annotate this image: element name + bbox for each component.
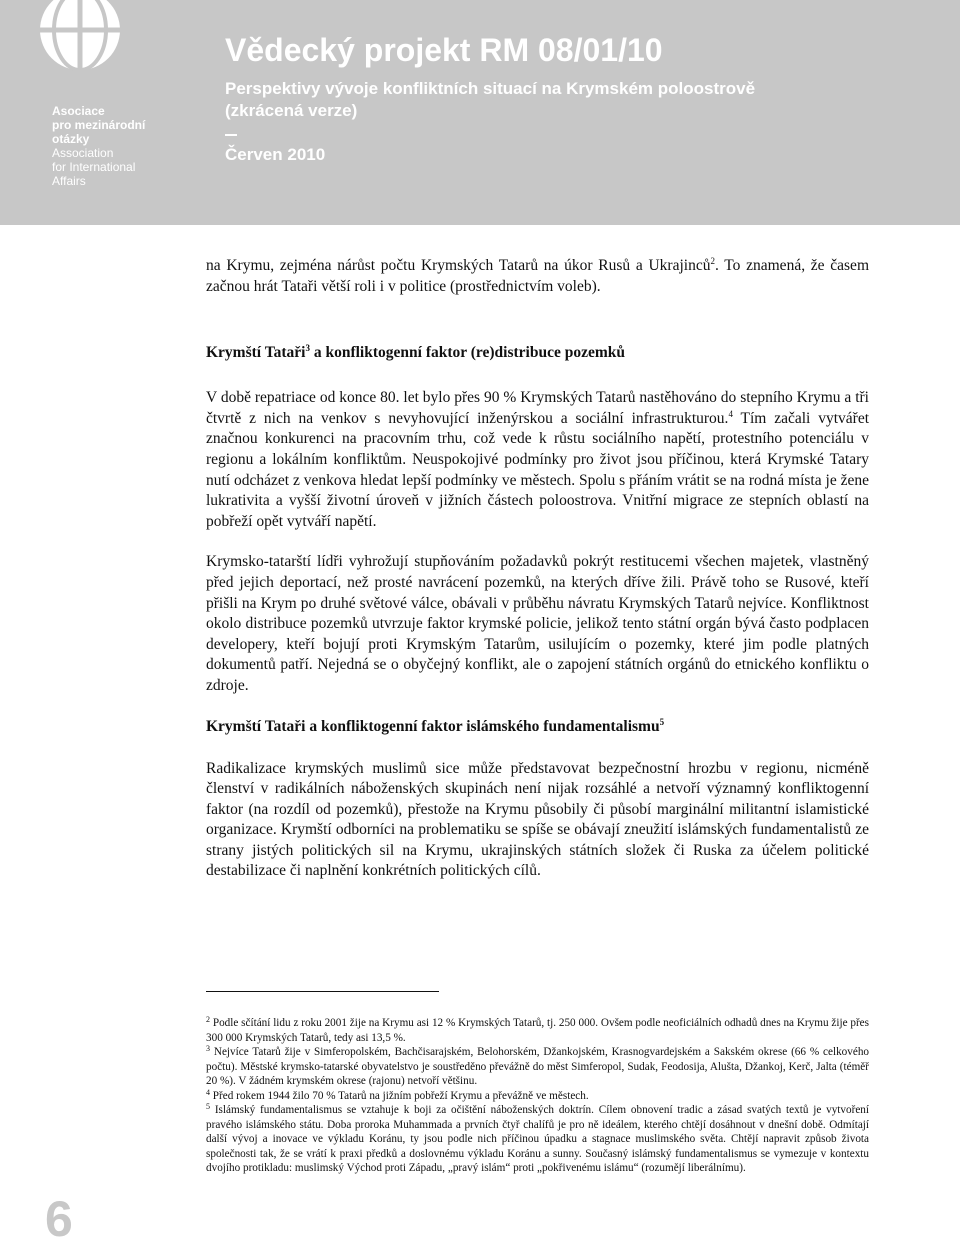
- document-date: Červen 2010: [225, 145, 326, 164]
- footnote-ref[interactable]: 4: [728, 408, 733, 419]
- footnote: $^4$ Před rokem 1944 žilo 70 % Tatarů na jižním pobřeží Krymu a převážně ve městech.: [206, 1087, 589, 1102]
- footnote: $^3$ Nejvíce Tatarů žije v Simferopolském, Bachčisarajském, Belohorském, Džankojském, Krasnogvardejském a Sakském okrese (66 % celkového počtu). Městské krymsko-tatarské obyvatelstvo je soustředěno převážně do měst Simferopol, Sudak, Feodosija, Alušta, Džankoj, Kerč, Jalta (téměř 20 %). V žádném krymském okrese (rajonu) netvoří většinu.: [206, 1044, 870, 1087]
- org-line: for International: [52, 160, 136, 174]
- document-title: Vědecký projekt RM 08/01/10: [225, 32, 663, 68]
- paragraph: Krymsko-tatarští lídři vyhrožují stupňováním požadavků pokrýt restitucemi všechen majetek, vlastněný před jejich deportací, než prosté navrácení pozemků, na kterých dříve žili. Právě toho se Rusové, kteří přišli na Krym po druhé světové válce, obávali v průběhu návratu Krymských Tatarů nejvíce. Konfliktnost okolo distribuce pozemků utvrzuje faktor krymské policie, jelikož tento státní orgán bývá často podplacen developery, kteří bojují proti Krymským Tatarům, usilujícím o pozemky, které jim podle platných dokumentů patří. Nejedná se o obyčejný konflikt, ale o zapojení státních orgánů do etnického konfliktu o zdroje.: [206, 553, 869, 694]
- footnote: $^5$ Islámský fundamentalismus se vztahuje k boji za očištění náboženských doktrín. Cílem obnovení tradic a zásad svatých textů je vytvoření pravého islámského státu. Doba proroka Muhammada a prvních čtyř chalífů je pro ně ideálem, kterého chtějí dosáhnout v dnešní době. Odmítají další vývoj a inovace ve výkladu Koránu, ty jsou podle nich příčinou úpadku a stagnace muslimského světa. Chtějí napravit způsob života společnosti tak, že se vrátí k praxi předků a doslovnému výkladu Koránu a sunny. Současný islámský fundamentalismus se vymezuje v kontextu dvojího protikladu: muslimský Východ proti Západu, „pravý islám“ proti „pokřivenému islámu“ (rozumějí liberálnímu).: [206, 1102, 869, 1174]
- org-line: otázky: [52, 132, 90, 146]
- footnote: $^2$ Podle sčítání lidu z roku 2001 žije na Krymu asi 12 % Krymských Tatarů, tj. 250 000. Ovšem podle neoficiálních odhadů dnes na Krymu žije přes 300 000 Krymských Tatarů, tedy asi 13,5 %.: [206, 1015, 870, 1044]
- footnote-ref[interactable]: 2: [710, 255, 715, 266]
- footnote-ref[interactable]: 5: [659, 716, 665, 727]
- section-heading: Krymští Tataři$^3$ a konfliktogenní faktor (re)distribuce pozemků: [206, 343, 626, 362]
- org-line: Association: [52, 146, 114, 160]
- paragraph: Radikalizace krymských muslimů sice může představovat bezpečnostní hrozbu v regionu, nicméně členství v radikálních náboženských skupinách není nijak rozsáhlé a netvoří významný konfliktogenní faktor (na rozdíl od pozemků), přestože na Krymu působily či působí marginální militantní islamistické organizace. Krymští odborníci na problematiku se spíše se obávají zneužití islámských fundamentalistů ze strany jistých politických sil na Krymu, ukrajinských státních složek či Ruska za účelem politické destabilizace či naplnění konkrétních politických cílů.: [206, 759, 869, 880]
- organization-logo-icon: [32, 0, 128, 94]
- footnotes: [206, 1016, 869, 1176]
- footnote-ref[interactable]: 3: [305, 343, 310, 354]
- main-content: [206, 256, 869, 882]
- org-line: Asociace: [52, 104, 105, 118]
- paragraph: na Krymu, zejména nárůst počtu Krymských Tatarů na úkor Rusů a Ukrajinců$^2$. To znamená, že časem začnou hrát Tataři větší roli i v politice (prostřednictvím voleb).: [206, 255, 869, 295]
- organization-name: [52, 104, 145, 188]
- org-line: Affairs: [52, 174, 86, 188]
- subtitle-line: (zkrácená verze): [225, 101, 358, 120]
- footnote-separator: [206, 991, 439, 992]
- page-number: 6: [45, 1191, 73, 1247]
- section-heading: Krymští Tataři a konfliktogenní faktor islámského fundamentalismu$^5$: [206, 716, 665, 735]
- document-subtitle: [225, 78, 755, 166]
- page-header: [0, 0, 960, 225]
- paragraph: V době repatriace od konce 80. let bylo přes 90 % Krymských Tatarů nastěhováno do stepního Krymu a tři čtvrtě z nich na venkov s nevyhovující inženýrskou a sociální infrastrukturou.$^4$ Tím začali vytvářet značnou konkurenci na pracovním trhu, což vede k růstu sociálního napětí, protestního potenciálu v regionu a lokálním konfliktům. Neuspokojivé podmínky pro život jsou příčinou, která Krymské Tatary nutí odcházet z venkova hledat lepší podmínky ve městech. Spolu s přáním vrátit se na rodná místa je žene lukrativita a vyšší životní úroveň v jižních částech poloostrova. Vnitřní migrace ze stepních oblastí na pobřeží opět vytváří napětí.: [206, 389, 869, 530]
- org-line: pro mezinárodní: [52, 118, 146, 132]
- subtitle-line: Perspektivy vývoje konfliktních situací na Krymském poloostrově: [225, 79, 756, 98]
- dash-divider: [225, 122, 237, 136]
